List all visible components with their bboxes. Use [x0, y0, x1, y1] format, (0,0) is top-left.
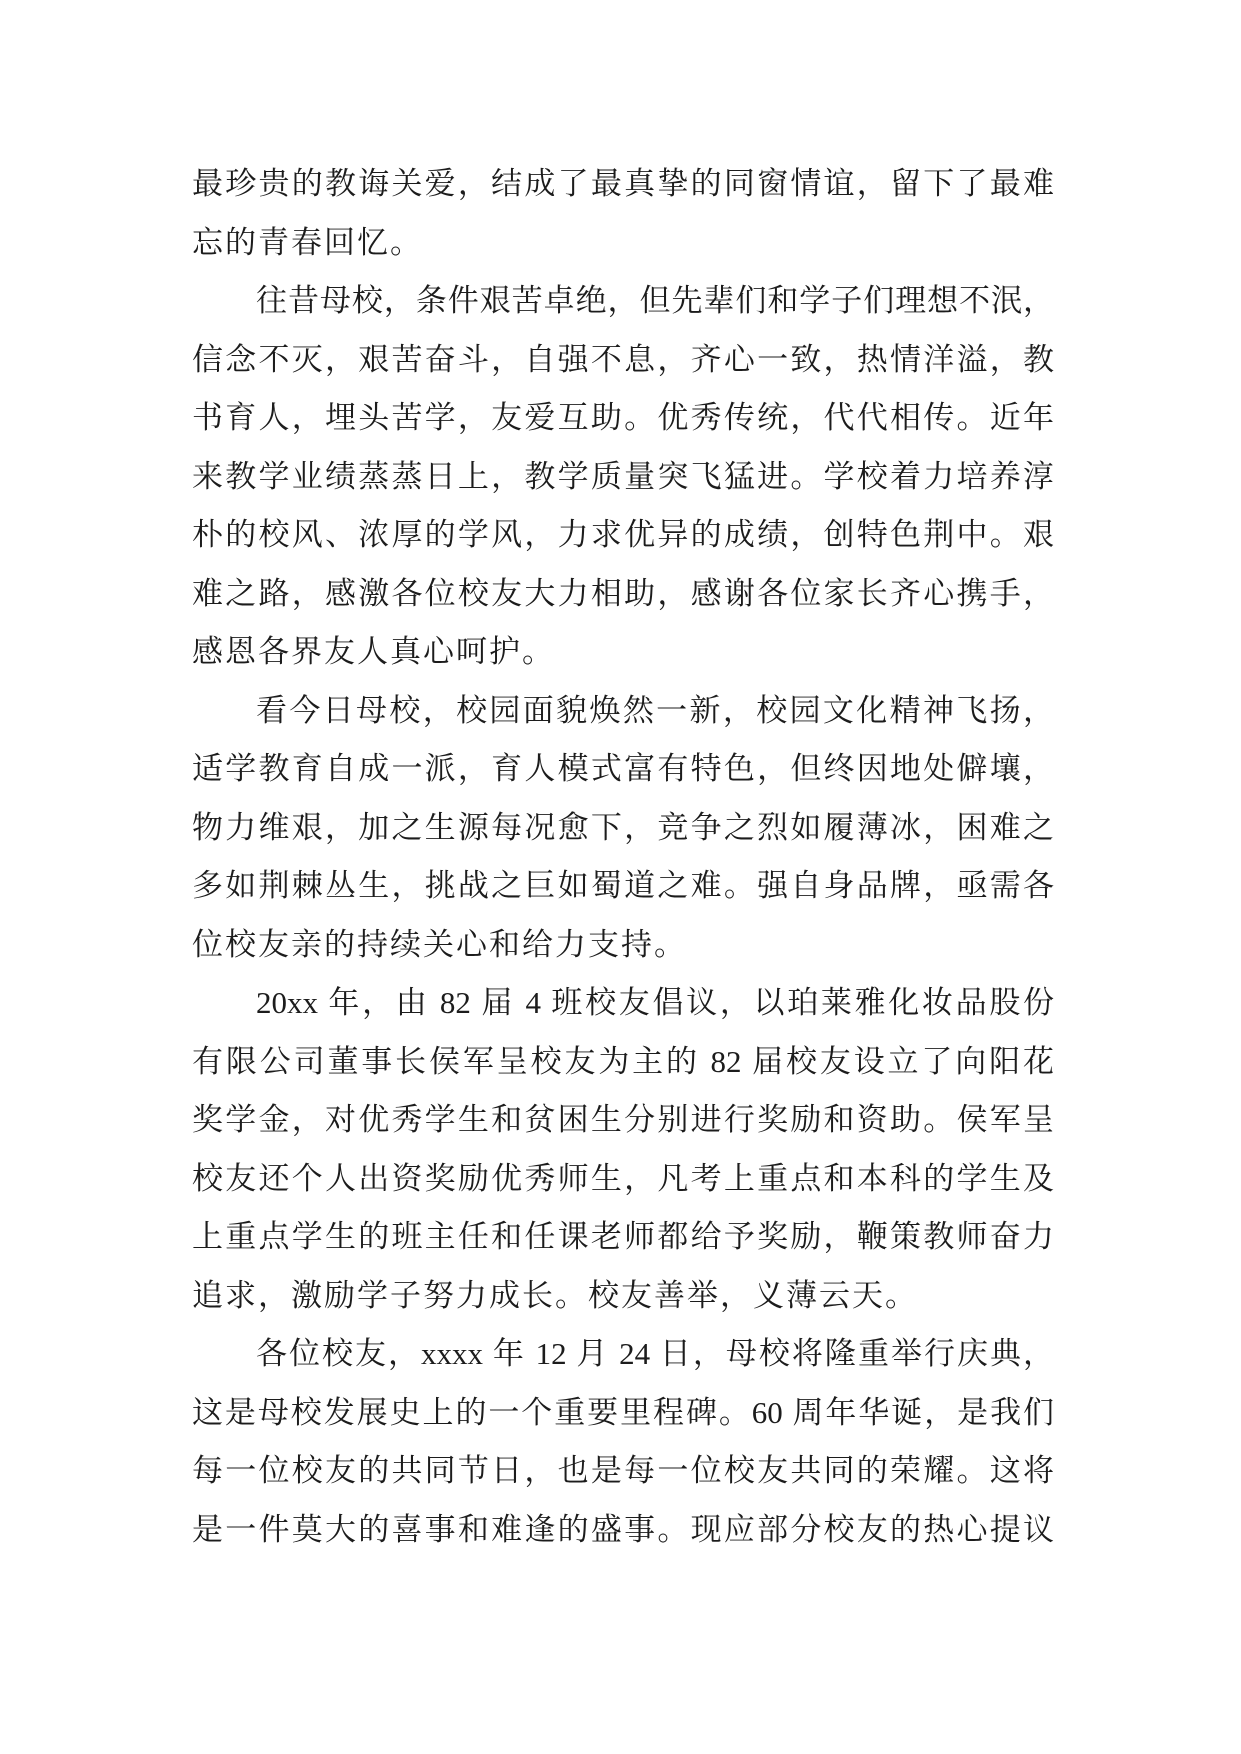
paragraph	[192, 974, 1054, 1325]
text-line: 适学教育自成一派，育人模式富有特色，但终因地处僻壤，	[192, 751, 1054, 786]
text-line: 感恩各界友人真心呵护。	[192, 634, 555, 669]
paragraph	[192, 682, 1054, 975]
text-line: 书育人，埋头苦学，友爱互助。优秀传统，代代相传。近年	[192, 400, 1054, 435]
text-line: 最珍贵的教诲关爱，结成了最真挚的同窗情谊，留下了最难	[192, 166, 1054, 201]
paragraph	[192, 155, 1054, 272]
text-line: 难之路，感激各位校友大力相助，感谢各位家长齐心携手，	[192, 575, 1054, 611]
paragraph	[192, 1325, 1054, 1559]
text-line: 来教学业绩蒸蒸日上，教学质量突飞猛进。学校着力培养淳	[192, 458, 1054, 494]
text-line: 忘的青春回忆。	[192, 224, 423, 260]
text-line: 信念不灭，艰苦奋斗，自强不息，齐心一致，热情洋溢，教	[192, 341, 1054, 377]
paragraph	[192, 272, 1054, 682]
text-line: 校友还个人出资奖励优秀师生，凡考上重点和本科的学生及	[192, 1160, 1054, 1196]
text-line: 有限公司董事长侯军呈校友为主的 82 届校友设立了向阳花	[192, 1043, 1054, 1079]
text-line: 奖学金，对优秀学生和贫困生分别进行奖励和资助。侯军呈	[192, 1102, 1054, 1137]
text-line: 这是母校发展史上的一个重要里程碑。60 周年华诞，是我们	[192, 1394, 1054, 1430]
text-line: 20xx 年，由 82 届 4 班校友倡议，以珀莱雅化妆品股份	[256, 985, 1054, 1020]
text-line: 是一件莫大的喜事和难逢的盛事。现应部分校友的热心提议	[192, 1511, 1054, 1547]
text-line: 各位校友，xxxx 年 12 月 24 日，母校将隆重举行庆典，	[256, 1336, 1054, 1371]
text-line: 往昔母校，条件艰苦卓绝，但先辈们和学子们理想不泯，	[256, 283, 1054, 318]
text-line: 每一位校友的共同节日，也是每一位校友共同的荣耀。这将	[192, 1453, 1054, 1488]
body-text	[192, 155, 1054, 1559]
text-line: 朴的校风、浓厚的学风，力求优异的成绩，创特色荆中。艰	[192, 517, 1054, 552]
text-line: 上重点学生的班主任和任课老师都给予奖励，鞭策教师奋力	[192, 1219, 1054, 1254]
text-line: 看今日母校，校园面貌焕然一新，校园文化精神飞扬，	[256, 692, 1054, 728]
text-line: 追求，激励学子努力成长。校友善举，义薄云天。	[192, 1277, 918, 1313]
text-line: 物力维艰，加之生源每况愈下，竞争之烈如履薄冰，困难之	[192, 809, 1054, 845]
text-line: 多如荆棘丛生，挑战之巨如蜀道之难。强自身品牌，亟需各	[192, 868, 1054, 903]
text-line: 位校友亲的持续关心和给力支持。	[192, 926, 687, 962]
